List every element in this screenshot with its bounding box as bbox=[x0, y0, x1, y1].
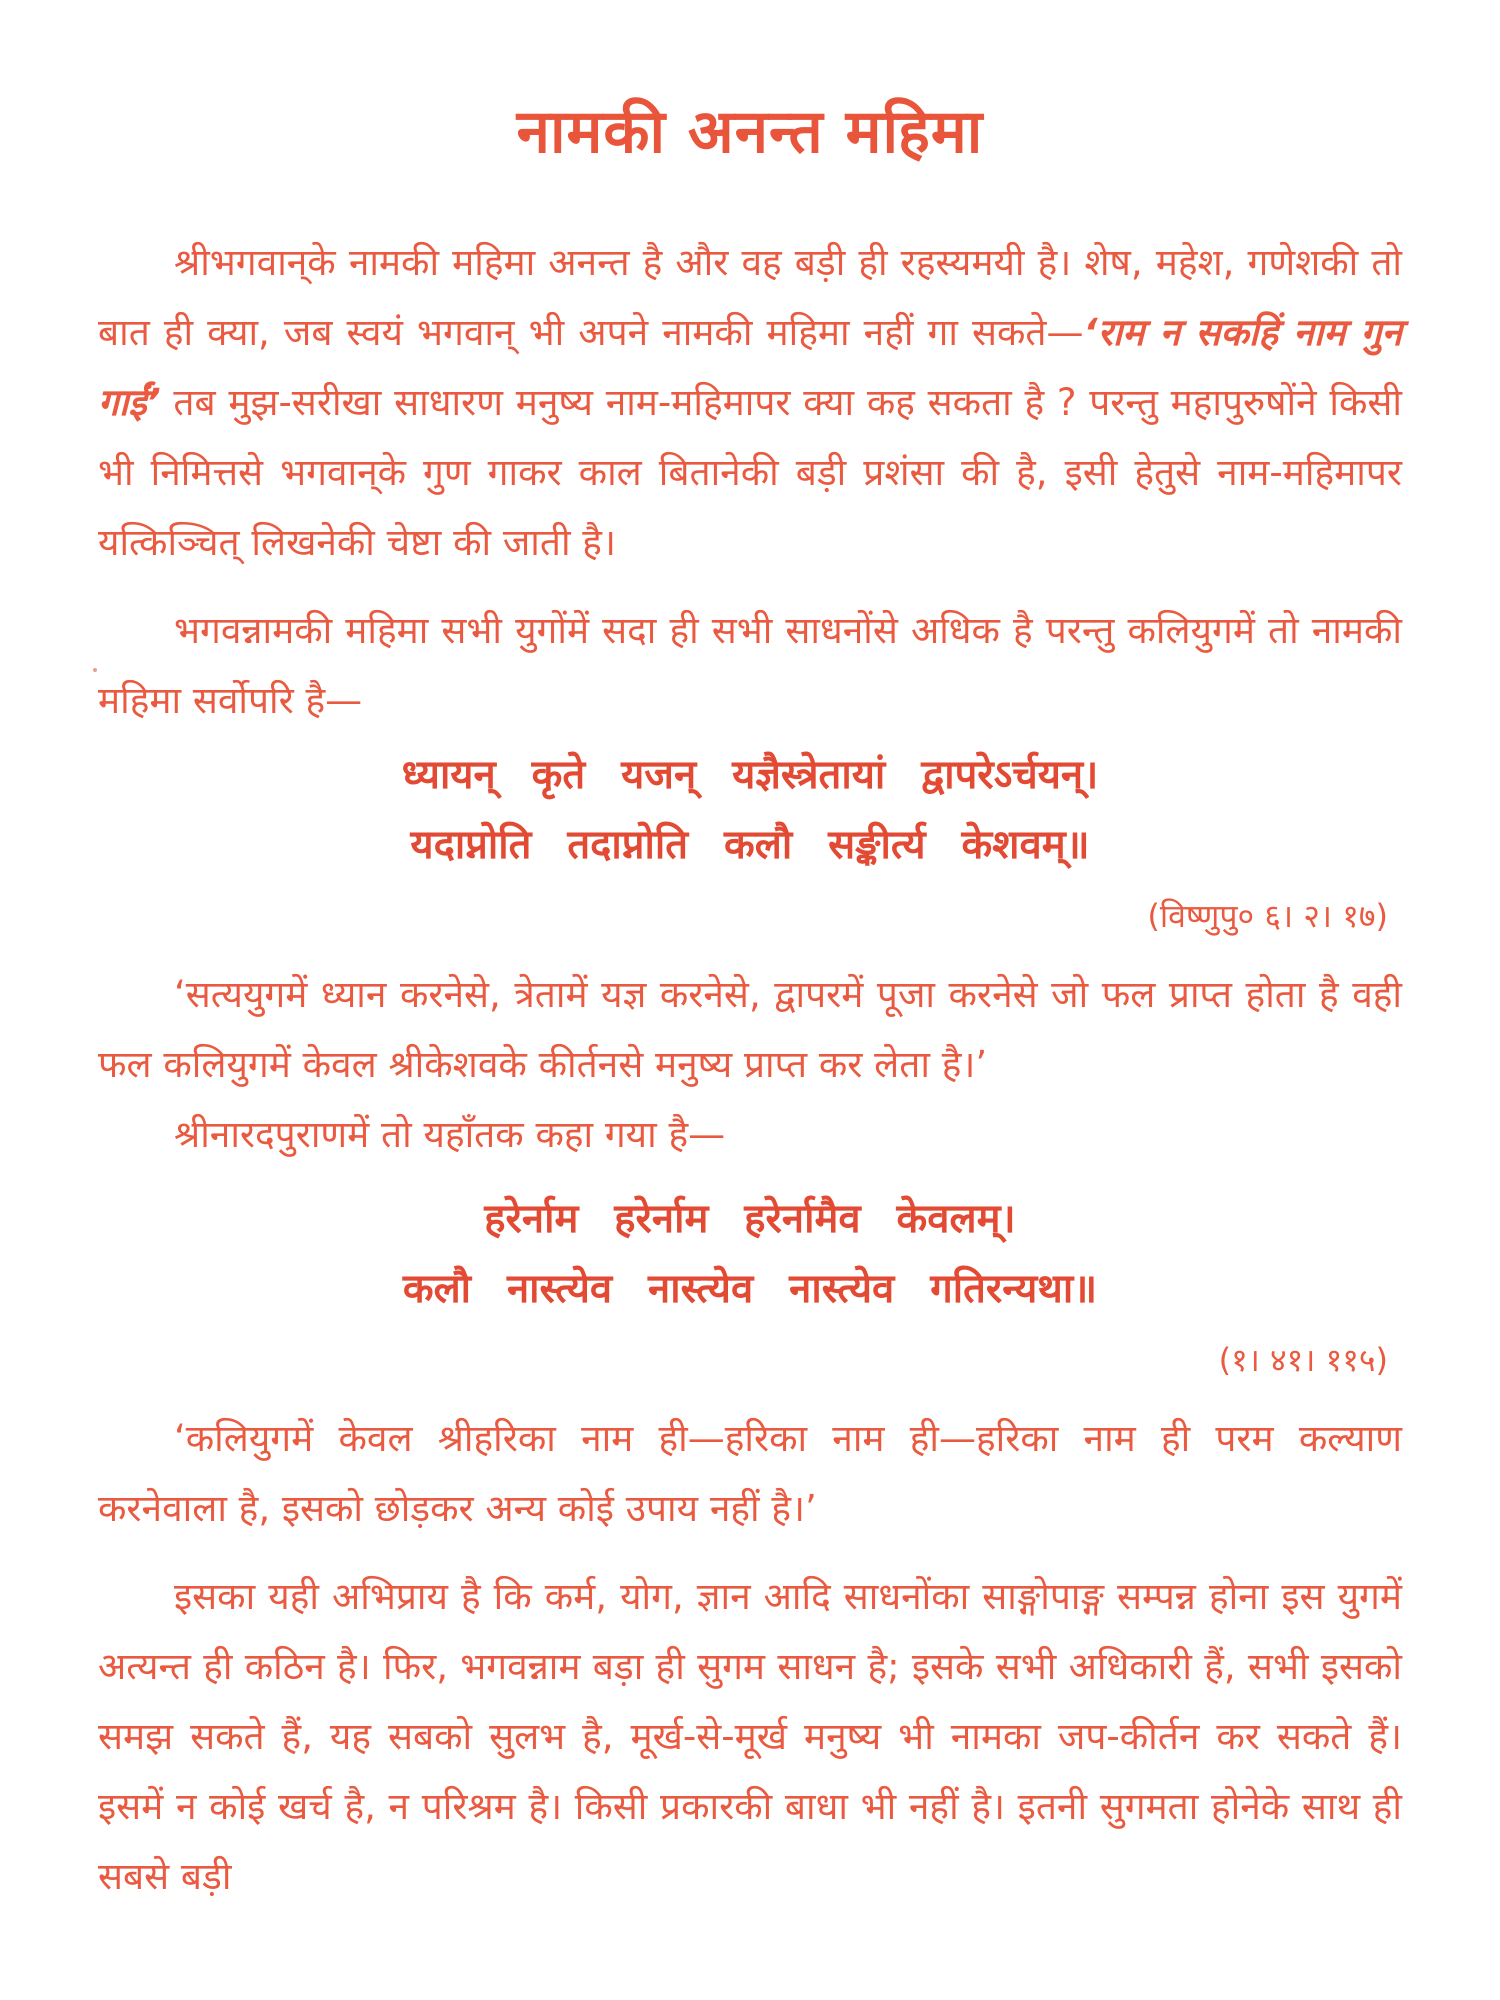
page-title: नामकी अनन्त महिमा bbox=[516, 97, 984, 167]
paragraph-ease: इसका यही अभिप्राय है कि कर्म, योग, ज्ञान आदि साधनोंका साङ्गोपाङ्ग सम्पन्न होना इस युगमें अत्यन्त ही कठिन है। फिर, भगवन्नाम बड़ा ही सुगम साधन है; इसके सभी अधिकारी हैं, सभी इसको समझ सकते हैं, यह सबको सुलभ है, मूर्ख-से-मूर्ख मनुष्य भी नामका जप-कीर्तन कर सकते हैं। इसमें न कोई खर्च है, न परिश्रम है। किसी प्रकारकी बाधा भी नहीं है। इतनी सुगमता होनेके साथ ही सबसे बड़ी bbox=[98, 1575, 1402, 1898]
paragraph-kaliyuga: भगवन्नामकी महिमा सभी युगोंमें सदा ही सभी साधनोंसे अधिक है परन्तु कलियुगमें तो नामकी महिमा सर्वोपरि है— bbox=[98, 609, 1402, 722]
paragraph-narada: श्रीनारदपुराणमें तो यहाँतक कहा गया है— bbox=[174, 1113, 726, 1156]
paragraph-translation-1: ‘सत्ययुगमें ध्यान करनेसे, त्रेतामें यज्ञ करनेसे, द्वापरमें पूजा करनेसे जो फल प्राप्त होता है वही फल कलियुगमें केवल श्रीकेशवके कीर्तनसे मनुष्य प्राप्त कर लेता है।’ bbox=[98, 973, 1402, 1086]
paragraph-translation-2: ‘कलियुगमें केवल श्रीहरिका नाम ही—हरिका नाम ही—हरिका नाम ही परम कल्याण करनेवाला है, इसको छोड़कर अन्य कोई उपाय नहीं है।’ bbox=[98, 1417, 1402, 1530]
paragraph-intro bbox=[98, 228, 1402, 578]
intro-text-after: तब मुझ-सरीखा साधारण मनुष्य नाम-महिमापर क्या कह सकता है ? परन्तु महापुरुषोंने किसी भी निमित्तसे भगवान्‌के गुण गाकर काल बितानेकी बड़ी प्रशंसा की है, इसी हेतुसे नाम-महिमापर यत्किञ्चित् लिखनेकी चेष्टा की जाती है। bbox=[98, 381, 1402, 564]
intro-text-before: श्रीभगवान्‌के नामकी महिमा अनन्त है और वह बड़ी ही रहस्यमयी है। शेष, महेश, गणेशकी तो बात ही क्या, जब स्वयं भगवान् भी अपने नामकी महिमा नहीं गा सकते— bbox=[98, 241, 1402, 354]
verse-vishnu-purana bbox=[98, 740, 1402, 880]
verse-line-1: हरेर्नाम हरेर्नाम हरेर्नामैव केवलम्। bbox=[484, 1196, 1016, 1242]
verse-reference: (विष्णुपु० ६। २। १७) bbox=[1147, 897, 1388, 935]
paragraph-gap bbox=[98, 578, 1402, 596]
verse-line-2: कलौ नास्त्येव नास्त्येव नास्त्येव गतिरन्यथा॥ bbox=[402, 1266, 1098, 1312]
verse-line-1: ध्यायन् कृते यजन् यज्ञैस्त्रेतायां द्वापरेऽर्चयन्। bbox=[401, 752, 1099, 798]
verse-line-2: यदाप्नोति तदाप्नोति कलौ सङ्कीर्त्य केशवम्॥ bbox=[410, 822, 1090, 868]
ramcharit-quote: ‘राम न सकहिं नाम गुन गाईं’ bbox=[98, 311, 1403, 424]
paragraph-gap bbox=[98, 1544, 1402, 1562]
print-speck bbox=[93, 668, 97, 672]
verse-narada-purana bbox=[98, 1184, 1402, 1324]
verse-reference: (१। ४१। ११५) bbox=[1218, 1341, 1388, 1379]
